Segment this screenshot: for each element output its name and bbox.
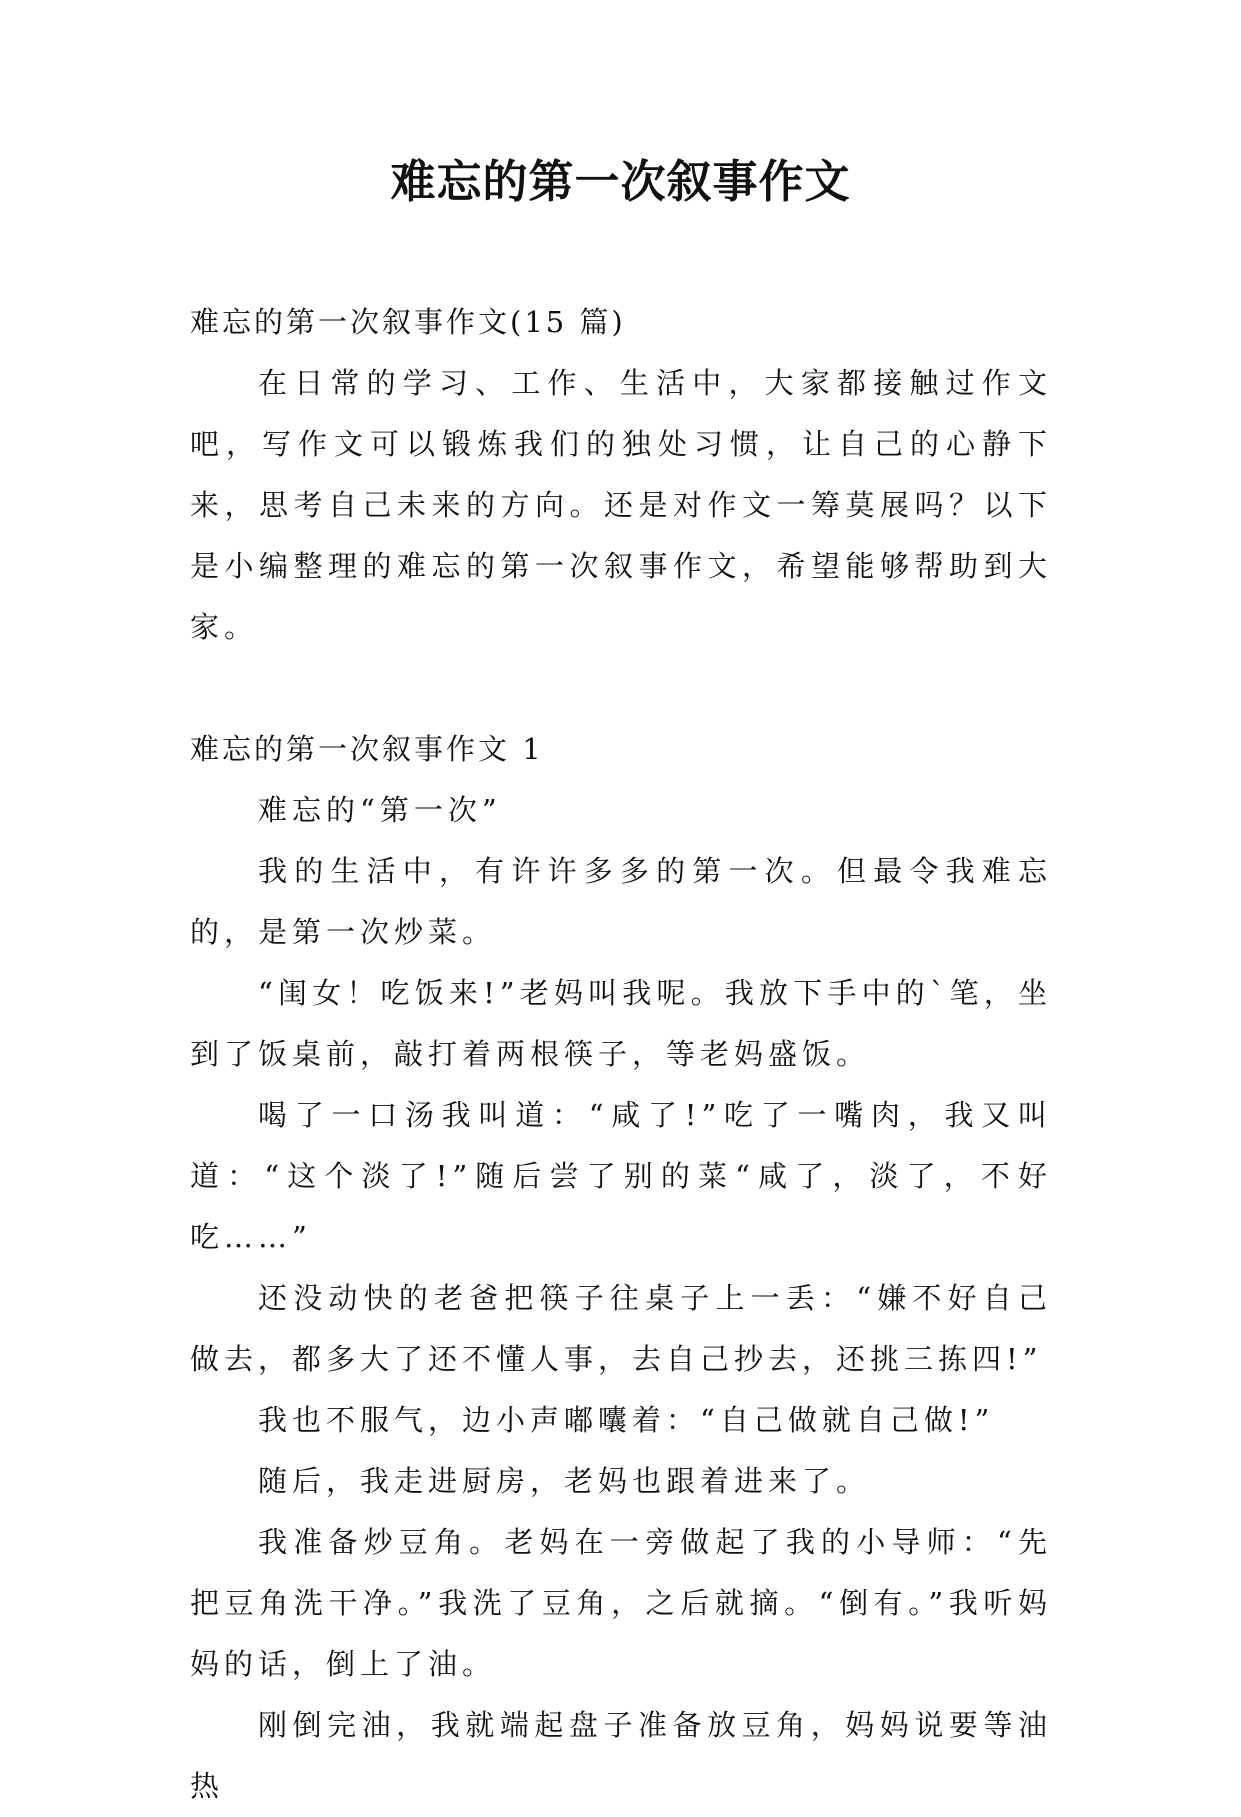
essay-paragraph: 喝了一口汤我叫道：“咸了!”吃了一嘴肉，我又叫道：“这个淡了!”随后尝了别的菜“咸了，淡了，不好吃……” [190,1098,1052,1254]
essay-subtitle: 难忘的“第一次” [258,793,502,827]
essay-paragraph: 我的生活中，有许许多多的第一次。但最令我难忘的，是第一次炒菜。 [190,854,1052,949]
collection-heading: 难忘的第一次叙事作文(15 篇) [190,305,626,339]
essay-paragraph: 随后，我走进厨房，老妈也跟着进来了。 [258,1464,871,1498]
document-title: 难忘的第一次叙事作文 [390,155,851,208]
essay-paragraph: 我也不服气，边小声嘟囔着：“自己做就自己做!” [258,1403,995,1437]
essay-paragraph: 还没动快的老爸把筷子往桌子上一丢：“嫌不好自己做去，都多大了还不懂人事，去自己抄去，还挑三拣四!” [190,1281,1052,1376]
essay-paragraph: 我准备炒豆角。老妈在一旁做起了我的小导师：“先把豆角洗干净。”我洗了豆角，之后就摘。“倒有。”我听妈妈的话，倒上了油。 [190,1525,1052,1681]
essay-paragraph: “闺女！吃饭来!”老妈叫我呢。我放下手中的`笔，坐到了饭桌前，敲打着两根筷子，等老妈盛饭。 [190,976,1052,1071]
intro-paragraph: 在日常的学习、工作、生活中，大家都接触过作文吧，写作文可以锻炼我们的独处习惯，让自己的心静下来，思考自己未来的方向。还是对作文一筹莫展吗？以下是小编整理的难忘的第一次叙事作文，希望能够帮助到大家。 [190,366,1052,644]
document-body [190,292,1052,1817]
essay-paragraph: 刚倒完油，我就端起盘子准备放豆角，妈妈说要等油热 [190,1708,1052,1803]
essay-heading: 难忘的第一次叙事作文 1 [190,732,544,766]
